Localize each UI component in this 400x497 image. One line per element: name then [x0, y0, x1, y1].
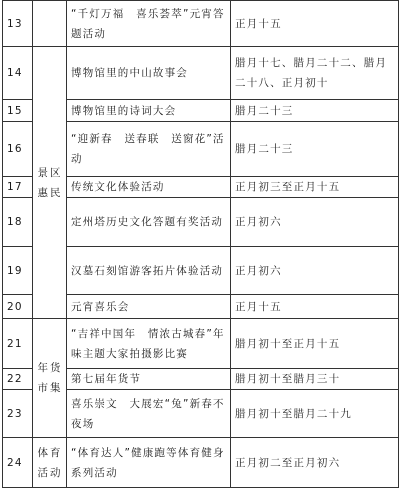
table-row [3, 1, 399, 47]
category-sports [33, 438, 67, 488]
table-row [3, 438, 399, 488]
table-row [3, 47, 399, 100]
category-label: 年货市集 [37, 362, 63, 394]
activity-name: 定州塔历史文化答题有奖活动 [67, 198, 231, 247]
activity-name: “迎新春 送春联 送窗花”活动 [67, 122, 231, 177]
activity-time: 正月初三至正月十五 [231, 177, 399, 198]
activity-name: 喜乐崇文 大展宏“兔”新春不夜场 [67, 390, 231, 438]
row-number: 14 [3, 47, 33, 100]
category-scenic-benefit [33, 47, 67, 319]
activity-time: 腊月初十至正月十五 [231, 319, 399, 369]
activity-time: 腊月十七、腊月二十二、腊月二十八、正月初十 [231, 47, 399, 100]
row-number: 19 [3, 247, 33, 295]
activity-time: 腊月初十至腊月三十 [231, 369, 399, 390]
activity-name: 博物馆里的诗词大会 [67, 100, 231, 122]
row-number: 17 [3, 177, 33, 198]
activity-time: 正月初六 [231, 247, 399, 295]
row-number: 20 [3, 295, 33, 319]
category-cell-blank [33, 1, 67, 47]
row-number: 23 [3, 390, 33, 438]
activity-time: 腊月二十三 [231, 122, 399, 177]
category-label: 体育活动 [37, 446, 63, 479]
activity-name: 第七届年货节 [67, 369, 231, 390]
row-number: 22 [3, 369, 33, 390]
row-number: 13 [3, 1, 33, 47]
row-number: 15 [3, 100, 33, 122]
activity-name: 汉墓石刻馆游客拓片体验活动 [67, 247, 231, 295]
activity-time: 腊月二十三 [231, 100, 399, 122]
activity-name: 博物馆里的中山故事会 [67, 47, 231, 100]
row-number: 16 [3, 122, 33, 177]
activity-name: “吉祥中国年 情浓古城春”年味主题大家拍摄影比赛 [67, 319, 231, 369]
table-row [3, 319, 399, 369]
category-new-year-market [33, 319, 67, 438]
activity-name: 元宵喜乐会 [67, 295, 231, 319]
activity-time: 正月初六 [231, 198, 399, 247]
activity-time: 正月十五 [231, 1, 399, 47]
row-number: 24 [3, 438, 33, 488]
activity-time: 腊月初十至腊月二十九 [231, 390, 399, 438]
activity-schedule-table [2, 0, 399, 488]
activity-name: 传统文化体验活动 [67, 177, 231, 198]
activity-time: 正月十五 [231, 295, 399, 319]
row-number: 21 [3, 319, 33, 369]
row-number: 18 [3, 198, 33, 247]
activity-time: 正月初二至正月初六 [231, 438, 399, 488]
category-label: 景区惠民 [37, 166, 63, 199]
activity-name: “千灯万福 喜乐荟萃”元宵答题活动 [67, 1, 231, 47]
activity-name: “体育达人”健康跑等体育健身系列活动 [67, 438, 231, 488]
